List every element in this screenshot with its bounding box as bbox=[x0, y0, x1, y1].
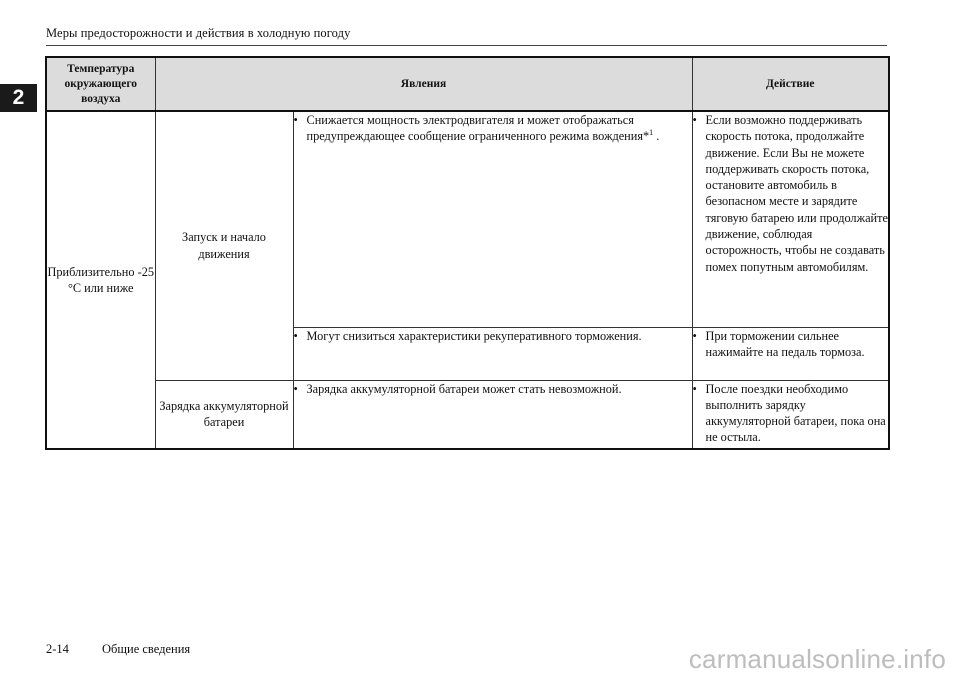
bullet-mark: • bbox=[293, 113, 298, 127]
table-row bbox=[46, 380, 889, 449]
action-item bbox=[693, 381, 889, 446]
bullet-mark: • bbox=[293, 381, 298, 396]
action-cell bbox=[692, 380, 889, 449]
action-item bbox=[693, 112, 889, 275]
phenomenon-item bbox=[294, 112, 692, 145]
phenomenon-cell bbox=[293, 380, 692, 449]
action-text: Если возможно поддерживать скорость потока, продолжайте движение. Если Вы не можете поддерживать скорость потока, остановите автомобиль в безопасном месте и зарядите тяговую батарею или продолжайте движение, соблюдая осторожность, чтобы не создавать помех попутным автомобилям. bbox=[705, 113, 888, 274]
condition-cell: Запуск и начало движения bbox=[155, 111, 293, 380]
header-action: Действие bbox=[692, 57, 889, 111]
cold-weather-table bbox=[45, 56, 890, 450]
table-header-row bbox=[46, 57, 889, 111]
phenomenon-text: Снижается мощность электродвигателя и может отображаться предупреждающее сообщение ограниченного режима вождения* bbox=[306, 113, 650, 144]
page-number: 2-14 bbox=[46, 642, 69, 656]
section-name: Общие сведения bbox=[102, 642, 191, 656]
phenomenon-tail: . bbox=[653, 129, 660, 144]
phenomenon-item bbox=[294, 328, 692, 344]
footnote-marker: 1 bbox=[649, 128, 654, 138]
condition-cell: Зарядка аккумуляторной батареи bbox=[155, 380, 293, 449]
phenomenon-text: Зарядка аккумуляторной батареи может стать невозможной. bbox=[306, 381, 622, 396]
page-footer bbox=[46, 642, 190, 657]
bullet-mark: • bbox=[692, 328, 697, 343]
bullet-mark: • bbox=[293, 328, 298, 343]
chapter-tab: 2 bbox=[0, 84, 37, 112]
table-row bbox=[46, 111, 889, 327]
phenomenon-text: Могут снизиться характеристики рекуперативного торможения. bbox=[306, 328, 642, 343]
action-cell bbox=[692, 327, 889, 380]
action-item bbox=[693, 328, 889, 361]
watermark: carmanualsonline.info bbox=[688, 644, 946, 674]
action-text: При торможении сильнее нажимайте на педаль тормоза. bbox=[705, 328, 865, 359]
header-divider bbox=[46, 45, 887, 46]
bullet-mark: • bbox=[692, 113, 697, 127]
header-temperature: Температура окружающего воздуха bbox=[46, 57, 155, 111]
temperature-cell: Приблизительно -25 °C или ниже bbox=[46, 111, 155, 449]
phenomenon-cell bbox=[293, 327, 692, 380]
phenomenon-item bbox=[294, 381, 692, 397]
bullet-mark: • bbox=[692, 381, 697, 396]
action-cell bbox=[692, 111, 889, 327]
page-header-title: Меры предосторожности и действия в холодную погоду bbox=[46, 26, 351, 40]
header-phenomena: Явления bbox=[155, 57, 692, 111]
action-text: После поездки необходимо выполнить зарядку аккумуляторной батареи, пока она не остыла. bbox=[705, 381, 886, 445]
phenomenon-cell bbox=[293, 111, 692, 327]
